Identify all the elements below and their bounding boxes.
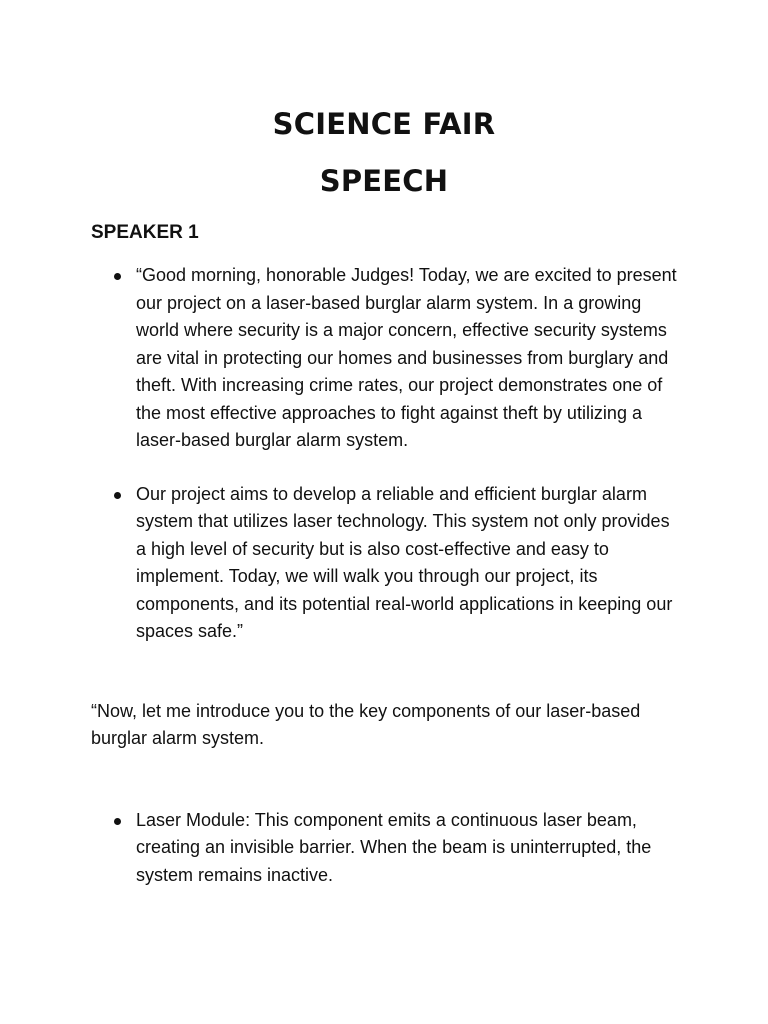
bullet-text: Laser Module: This component emits a continuous laser beam, creating an invisible barrier. When the beam is uninterrupted, the system remains inactive.: [136, 809, 652, 885]
bullet-icon: [114, 818, 121, 825]
document-title: [91, 96, 677, 210]
bullet-icon: [114, 492, 121, 499]
title-line-2: SPEECH: [319, 164, 449, 198]
speaker-heading: SPEAKER 1: [91, 222, 199, 243]
components-bullet-list: [91, 807, 677, 890]
bullet-text: “Good morning, honorable Judges! Today, we are excited to present our project on a laser-based burglar alarm system. In a growing world where security is a major concern, effective security systems are vital in protecting our homes and businesses from burglary and theft. With increasing crime rates, our project demonstrates one of the most effective approaches to fight against theft by utilizing a laser-based burglar alarm system.: [136, 265, 677, 450]
title-line-1: SCIENCE FAIR: [272, 107, 496, 141]
list-item: [91, 481, 677, 646]
bullet-icon: [114, 273, 121, 280]
list-item: [91, 262, 677, 455]
components-intro-paragraph: “Now, let me introduce you to the key components of our laser-based burglar alarm system.: [91, 700, 641, 748]
intro-bullet-list: [91, 262, 677, 646]
list-item: [91, 807, 677, 890]
bullet-text: Our project aims to develop a reliable and efficient burglar alarm system that utilizes laser technology. This system not only provides a high level of security but is also cost-effective and easy to implement. Today, we will walk you through our project, its components, and its potential real-world applications in keeping our spaces safe.”: [136, 483, 673, 641]
